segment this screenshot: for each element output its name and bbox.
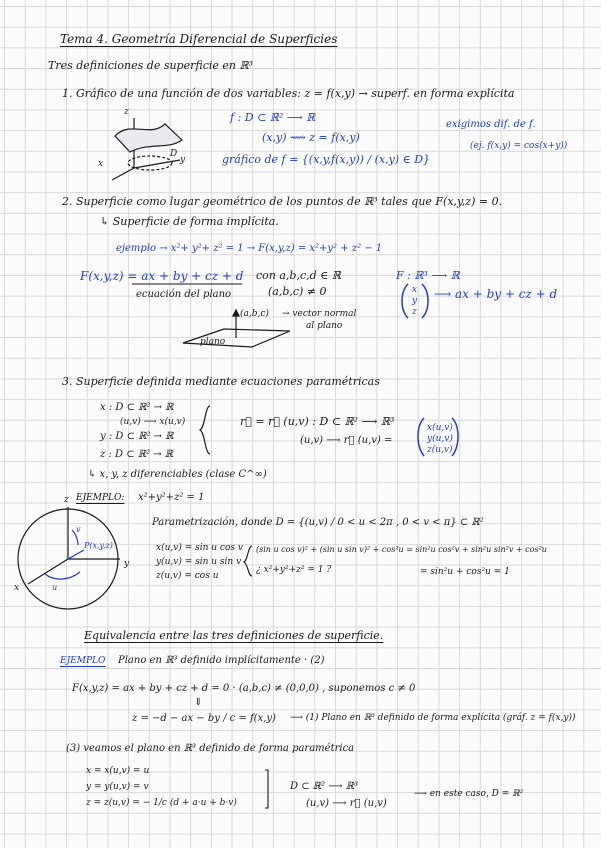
param-map-2: (u,v) ⟶ r⃗ (u,v) — [306, 798, 387, 809]
param-z: z = z(u,v) = − 1/c (d + a·u + b·v) — [86, 798, 237, 808]
param-x: x = x(u,v) = u — [86, 766, 150, 776]
equivalence-heading: Equivalencia entre las tres definiciones de superficie. — [84, 629, 384, 642]
normal-note-2: al plano — [306, 321, 343, 331]
param-brace — [200, 406, 458, 456]
example-cos: (ej. f(x,y) = cos(x+y)) — [470, 141, 568, 151]
plane-word: plano — [200, 337, 226, 347]
vec-component-1: x(u,v) — [427, 423, 453, 433]
axis-z-label: z — [124, 107, 129, 117]
plane-label: ecuación del plano — [136, 289, 232, 300]
sphere-point: P(x,y,z) — [84, 541, 113, 550]
sphere-x-axis: x — [14, 583, 20, 593]
ejemplo-label: EJEMPLO: — [76, 493, 125, 503]
axis-x-label: x — [98, 159, 104, 169]
implies-arrow: ⇓ — [194, 697, 203, 708]
F-map: F : ℝ³ ⟶ ℝ — [396, 269, 460, 282]
map-assign: (x,y) ⟿ z = f(x,y) — [262, 131, 360, 144]
param-y: y = y(u,v) = v — [86, 782, 149, 792]
normal-note-1: → vector normal — [282, 309, 357, 319]
sphere-question: ¿ x²+y²+z² = 1 ? — [256, 565, 332, 575]
section3-heading: 3. Superficie definida mediante ecuaciones paramétricas — [62, 375, 380, 388]
note-diff: exigimos dif. de f. — [446, 119, 536, 130]
y-map: y : D ⊂ ℝ² → ℝ — [100, 431, 174, 442]
sphere-angle-v: v — [76, 525, 81, 534]
vec-component-3: z(u,v) — [427, 445, 453, 455]
equiv-step3: (3) veamos el plano en ℝ³ definido de forma paramétrica — [66, 743, 355, 754]
param-map-1: D ⊂ ℝ² ⟶ ℝ³ — [290, 781, 359, 792]
equiv-implicit: F(x,y,z) = ax + by + cz + d = 0 · (a,b,c) ≠ (0,0,0) , suponemos c ≠ 0 — [72, 683, 416, 694]
section2-example: ejemplo → x²+ y²+ z² = 1 → F(x,y,z) = x²+y² + z² − 1 — [116, 243, 383, 254]
z-map: z : D ⊂ ℝ² → ℝ — [100, 449, 174, 460]
x-assign: (u,v) ⟶ x(u,v) — [120, 417, 186, 427]
plane-nonzero: (a,b,c) ≠ 0 — [268, 285, 327, 298]
sphere-sketch — [18, 507, 120, 609]
sphere-z-axis: z — [64, 495, 69, 505]
z-param: z(u,v) = cos u — [156, 571, 219, 581]
check-brace — [244, 546, 252, 576]
vec-x: x — [412, 285, 418, 295]
section1-heading: 1. Gráfico de una función de dos variables: z = f(x,y) → superf. en forma explícita — [62, 87, 515, 100]
differentiable-note: ↳ x, y, z diferenciables (clase C^∞) — [88, 469, 267, 480]
x-map: x : D ⊂ ℝ² → ℝ — [100, 402, 174, 413]
plane-equation: F(x,y,z) = ax + by + cz + d — [80, 269, 244, 283]
graph-definition: gráfico de f = {(x,y,f(x,y)) / (x,y) ∈ D} — [222, 153, 431, 166]
section2-heading: 2. Superficie como lugar geométrico de los puntos de ℝ³ tales que F(x,y,z) = 0. — [62, 195, 503, 208]
equiv-explicit: z = −d − ax − by / c = f(x,y) — [132, 713, 276, 724]
intro-text: Tres definiciones de superficie en ℝ³ — [48, 59, 254, 72]
map-line: f : D ⊂ ℝ² ⟶ ℝ — [230, 111, 316, 124]
final-brace — [265, 770, 268, 808]
domain-d-label: D — [170, 149, 178, 159]
F-map-result: ⟶ ax + by + cz + d — [434, 287, 558, 301]
r-map: r⃗ = r⃗ (u,v) : D ⊂ ℝ² ⟶ ℝ³ — [240, 415, 395, 428]
section2-sub: ↳ Superficie de forma implícita. — [100, 215, 279, 228]
y-param: y(u,v) = sin u sin v — [156, 557, 242, 567]
sphere-equation: x²+y²+z² = 1 — [138, 492, 205, 503]
normal-vector: (a,b,c) — [240, 309, 269, 319]
sphere-result: = sin²u + cos²u = 1 — [420, 567, 510, 577]
axis-y-label: y — [180, 155, 186, 165]
vec-component-2: y(u,v) — [427, 434, 453, 444]
vec-y: y — [412, 296, 418, 306]
parametrization: Parametrización, donde D = {(u,v) / 0 < u < 2π , 0 < v < π} ⊂ ℝ² — [152, 517, 484, 528]
sphere-angle-u: u — [52, 583, 58, 592]
page-title: Tema 4. Geometría Diferencial de Superficies — [60, 32, 338, 46]
sphere-y-axis: y — [124, 559, 130, 569]
x-param: x(u,v) = sin u cos v — [156, 543, 243, 553]
equiv-example-text: Plano en ℝ³ definido implícitamente · (2) — [118, 655, 325, 666]
vec-z: z — [412, 307, 417, 317]
equiv-explicit-note: ⟶ (1) Plano en ℝ³ definido de forma explícita (gráf. z = f(x,y)) — [290, 713, 576, 723]
equiv-ejemplo-label: EJEMPLO — [60, 656, 106, 666]
sphere-check: (sin u cos v)² + (sin u sin v)² + cos²u = sin²u cos²v + sin²u sin²v + cos²u — [256, 545, 547, 554]
domain-case: ⟶ en este caso, D = ℝ² — [414, 789, 524, 799]
plane-conditions: con a,b,c,d ∈ ℝ — [256, 269, 341, 282]
r-assign: (u,v) ⟶ r⃗ (u,v) = — [300, 435, 393, 446]
